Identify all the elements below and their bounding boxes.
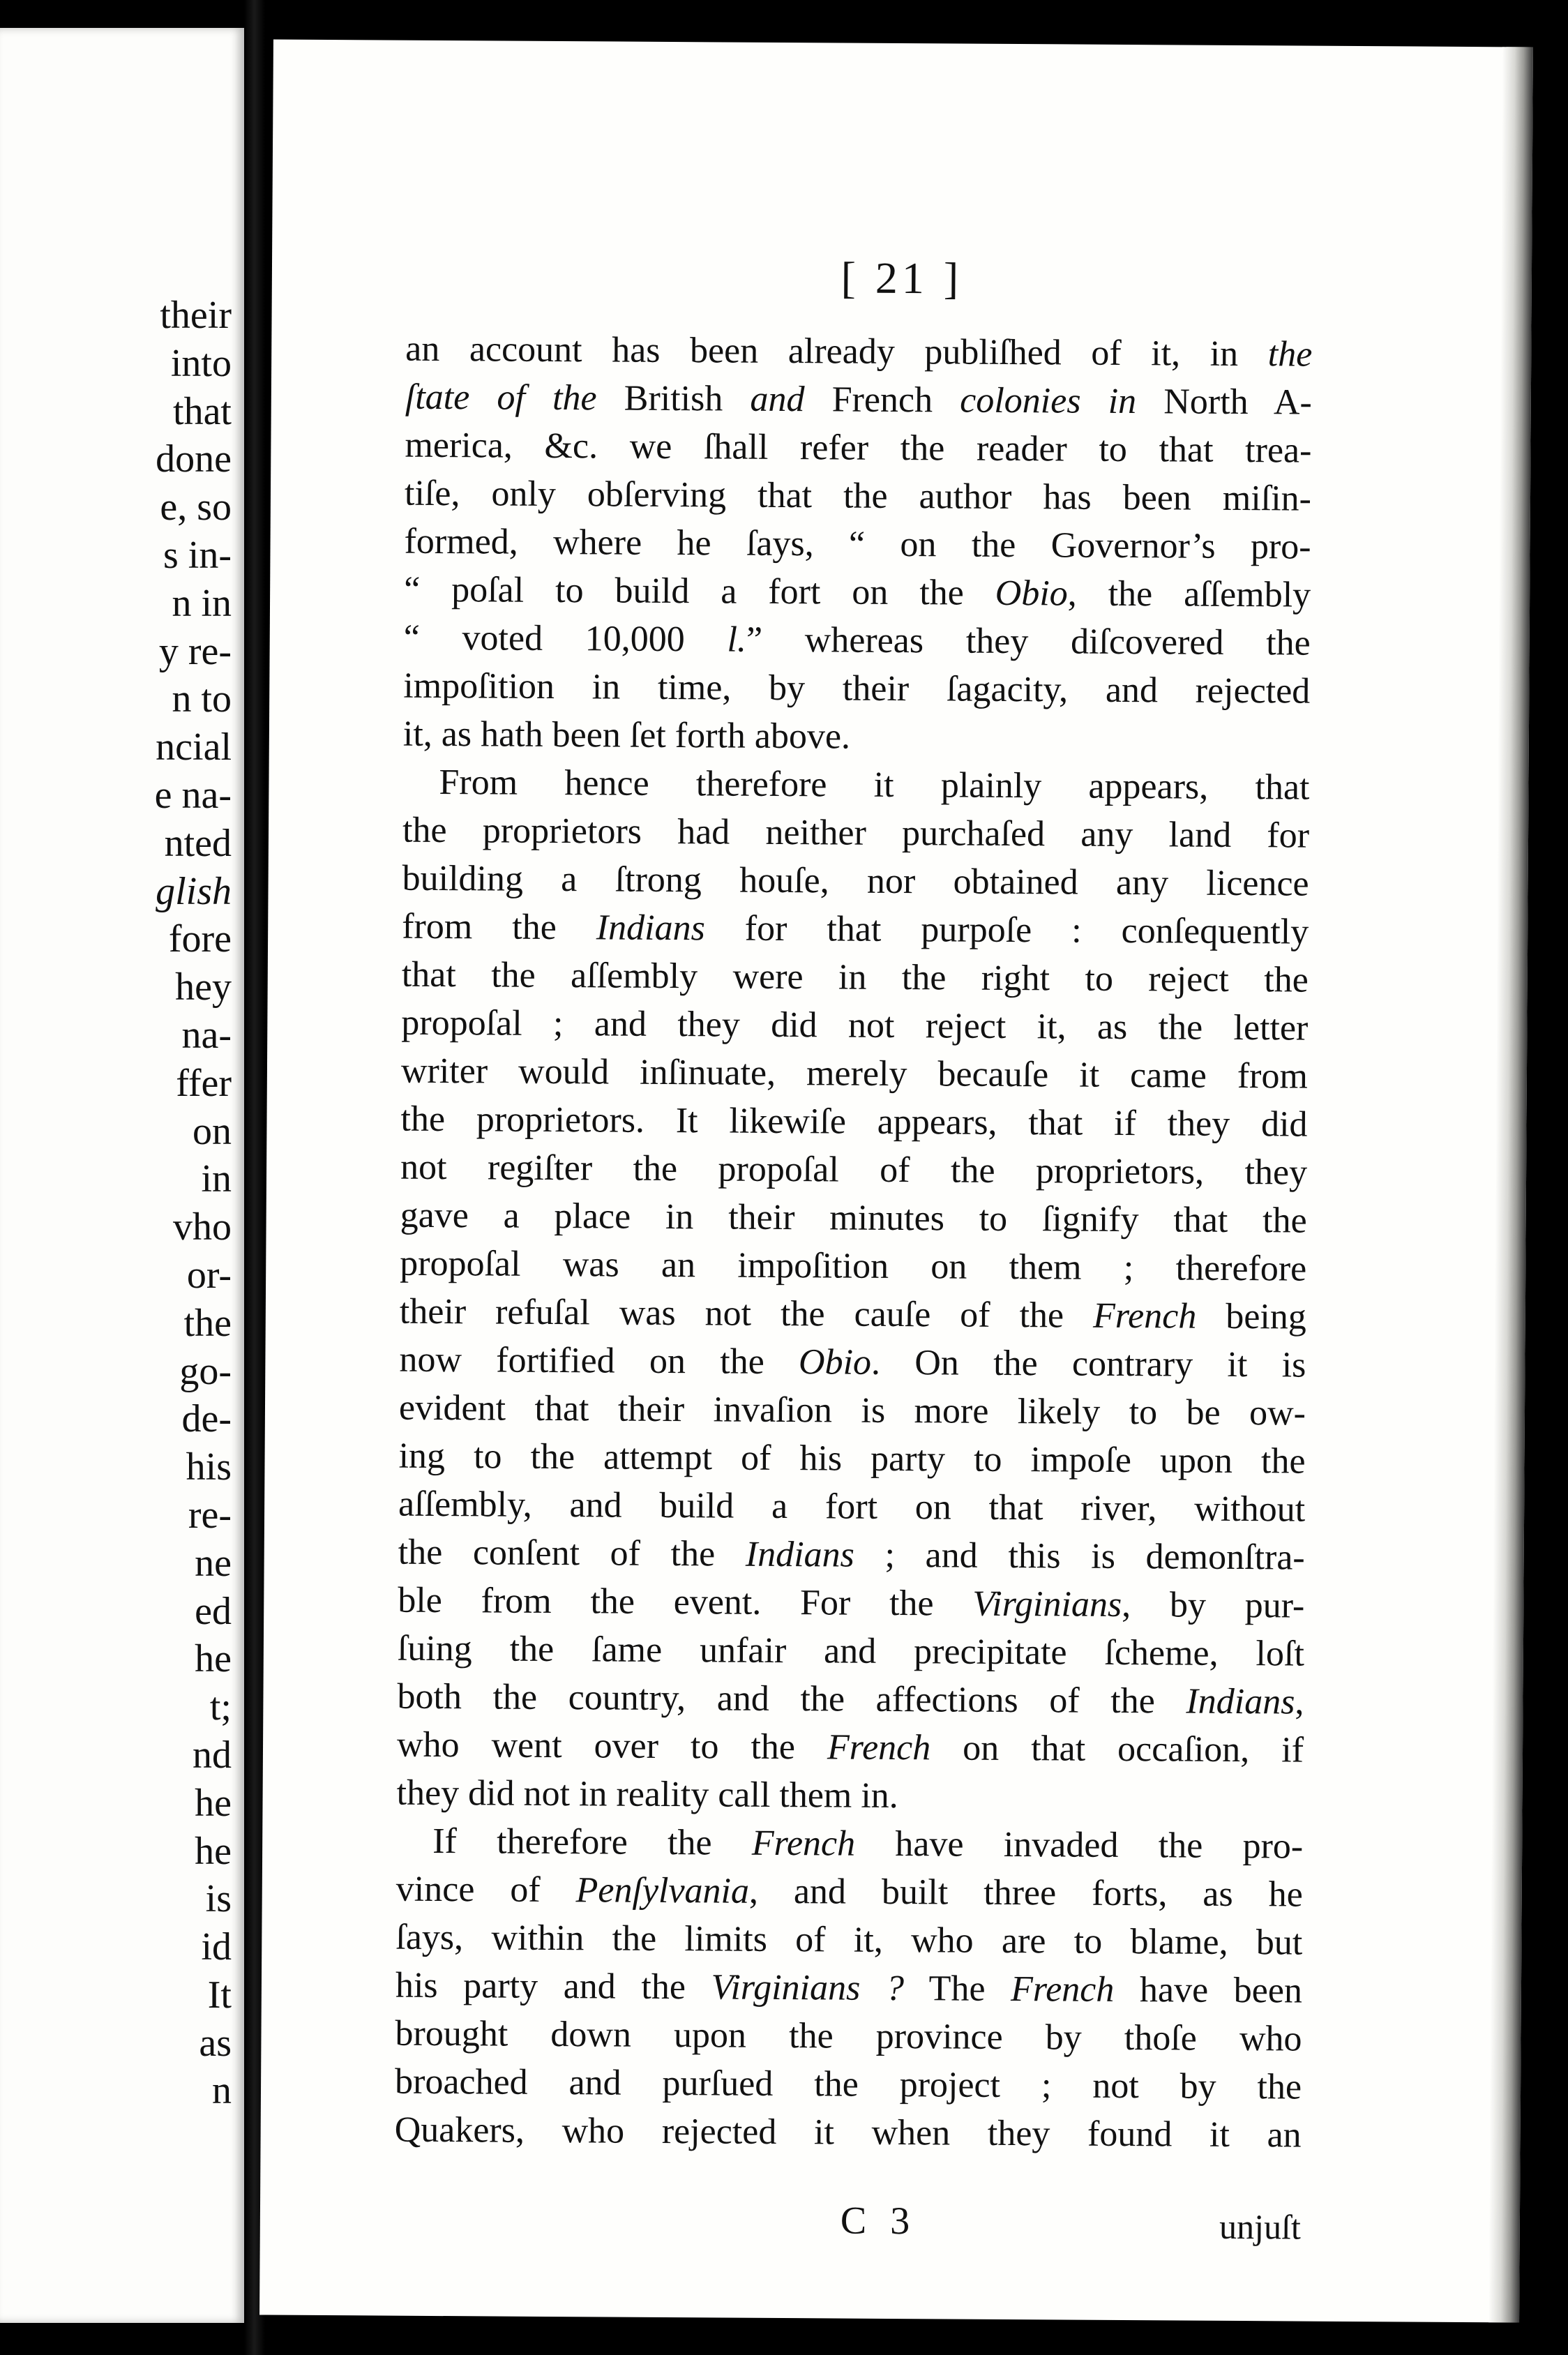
facing-line-fragment: It: [207, 1973, 232, 2017]
facing-line-fragment: go-: [179, 1349, 232, 1393]
italic-text: French: [1010, 1969, 1115, 2010]
italic-text: ſtate of the: [405, 377, 597, 419]
text-segment: now fortified on the: [399, 1339, 799, 1383]
text-line: [403, 710, 1310, 764]
page-edge-shadow: [1488, 47, 1533, 2322]
text-segment: have invaded the pro-: [854, 1823, 1304, 1867]
text-segment: If therefore the: [432, 1821, 753, 1863]
facing-line-fragment: done: [156, 437, 232, 481]
facing-line-fragment: or-: [186, 1253, 232, 1297]
text-segment: French: [804, 379, 960, 421]
text-line: [396, 1769, 1303, 1823]
text-line: [395, 1913, 1302, 1967]
text-line: [398, 1480, 1305, 1534]
facing-line-fragment: y re-: [158, 629, 232, 673]
body-text: [394, 325, 1312, 2160]
text-line: [398, 1432, 1305, 1486]
text-segment: ſays, within the limits of it, who are to blame, but: [395, 1917, 1303, 1963]
facing-line-fragment: na-: [181, 1013, 232, 1057]
facing-line-fragment: n to: [172, 677, 232, 721]
text-segment: the proprietors. It likewiſe appears, that if they did: [400, 1099, 1308, 1145]
text-segment: merica, &c. we ſhall refer the reader to that trea-: [405, 425, 1312, 471]
text-segment: vince of: [395, 1869, 576, 1911]
text-line: [396, 1817, 1303, 1871]
italic-text: French: [1092, 1295, 1197, 1337]
italic-text: French: [827, 1727, 931, 1768]
facing-line-fragment: ne: [195, 1541, 232, 1585]
text-segment: , the aſſembly: [1067, 573, 1311, 615]
text-segment: building a ſtrong houſe, nor obtained any licence: [402, 858, 1309, 904]
text-segment: from the: [402, 906, 596, 948]
text-segment: “ voted 10,000: [403, 617, 728, 660]
text-segment: ” whereas they diſcovered the: [746, 619, 1311, 663]
text-segment: ble from the event. For the: [398, 1580, 973, 1624]
facing-page-line-fragments: [8, 292, 232, 2115]
text-segment: their refuſal was not the cauſe of the: [399, 1291, 1094, 1336]
text-line: [404, 614, 1311, 668]
text-segment: on that occaſion, if: [930, 1728, 1304, 1770]
text-segment: ; and this is demonſtra-: [854, 1535, 1305, 1578]
text-segment: it, as hath been ſet forth above.: [402, 714, 851, 757]
text-line: [394, 2106, 1301, 2160]
facing-line-fragment: on: [193, 1109, 232, 1153]
facing-line-fragment: s in-: [163, 533, 232, 577]
italic-text: Indians: [1186, 1681, 1295, 1722]
text-segment: who went over to the: [396, 1724, 828, 1768]
facing-line-fragment: as: [199, 2021, 232, 2065]
text-line: [404, 518, 1311, 571]
facing-line-fragment: is: [205, 1877, 232, 1921]
text-line: [403, 662, 1310, 716]
facing-line-fragment: n: [212, 2069, 232, 2113]
facing-line-fragment: t;: [209, 1685, 232, 1729]
text-segment: propoſal was an impoſition on them ; therefore: [400, 1243, 1307, 1289]
text-segment: propoſal ; and they did not reject it, as the letter: [401, 1002, 1309, 1048]
text-line: [397, 1721, 1304, 1775]
text-segment: brought down upon the province by thoſe who: [395, 2013, 1302, 2059]
text-line: [402, 855, 1309, 908]
text-line: [398, 1577, 1304, 1630]
page-number-head: [ 21 ]: [840, 253, 963, 303]
italic-text: Indians: [596, 908, 705, 949]
facing-line-fragment: ffer: [176, 1061, 232, 1105]
text-line: [404, 566, 1311, 619]
text-line: [402, 758, 1309, 812]
page-footer: [394, 2196, 1301, 2257]
text-segment: ſuing the ſame unfair and precipitate ſcheme, loſt: [397, 1628, 1305, 1674]
text-line: [402, 806, 1309, 860]
text-line: [401, 999, 1308, 1053]
text-line: [405, 325, 1312, 379]
text-line: [400, 1143, 1307, 1197]
facing-line-fragment: hey: [175, 965, 232, 1009]
text-segment: have been: [1114, 1969, 1303, 2011]
italic-text: Obio: [798, 1342, 872, 1383]
facing-line-fragment: nted: [164, 821, 232, 865]
text-line: [402, 951, 1309, 1005]
text-segment: for that purpoſe : conſequently: [704, 908, 1309, 952]
text-line: [399, 1336, 1306, 1390]
text-segment: they did not in reality call them in.: [396, 1773, 898, 1816]
italic-text: Virginians: [972, 1583, 1122, 1625]
italic-text: Virginians ?: [711, 1967, 905, 2009]
text-segment: his party and the: [395, 1965, 711, 2008]
facing-line-fragment: n in: [172, 581, 232, 625]
text-segment: British: [596, 378, 751, 419]
facing-line-fragment: his: [186, 1445, 232, 1489]
italic-text: and: [750, 379, 805, 420]
text-line: [395, 2058, 1302, 2112]
text-segment: North A-: [1136, 382, 1313, 423]
facing-line-fragment: he: [195, 1637, 232, 1681]
text-segment: Quakers, who rejected it when they found it an: [394, 2109, 1302, 2155]
text-line: [405, 373, 1312, 427]
text-segment: formed, where he ſays, “ on the Governor’s pro-: [404, 521, 1311, 567]
text-segment: that the aſſembly were in the right to reject the: [401, 954, 1309, 1000]
text-segment: ,: [1295, 1682, 1304, 1722]
italic-text: French: [751, 1823, 856, 1864]
facing-line-fragment: id: [201, 1925, 232, 1969]
facing-line-fragment: in: [201, 1157, 232, 1201]
text-segment: both the country, and the affections of the: [397, 1676, 1186, 1722]
facing-line-fragment: that: [173, 389, 232, 433]
facing-line-fragment: the: [183, 1301, 232, 1345]
text-segment: impoſition in time, by their ſagacity, and rejected: [403, 665, 1311, 712]
text-segment: an account has been already publiſhed of it, in: [405, 329, 1268, 375]
text-line: [400, 1095, 1307, 1149]
facing-line-fragment: vho: [173, 1205, 232, 1249]
text-segment: , and built three forts, as he: [748, 1871, 1303, 1915]
text-line: [398, 1528, 1305, 1582]
text-line: [400, 1240, 1306, 1293]
text-segment: . On the contrary it is: [870, 1342, 1306, 1385]
facing-line-fragment: into: [170, 341, 232, 385]
text-segment: not regiſter the propoſal of the proprietors, they: [400, 1147, 1308, 1193]
signature-mark: C 3: [840, 2199, 917, 2243]
text-line: [401, 1047, 1308, 1101]
italic-text: the: [1267, 334, 1313, 375]
italic-text: l.: [727, 619, 747, 660]
text-line: [405, 469, 1311, 523]
text-segment: aſſembly, and build a fort on that river, without: [398, 1484, 1306, 1530]
italic-text: Indians: [745, 1534, 855, 1575]
text-segment: ing to the attempt of his party to impoſe upon the: [398, 1436, 1306, 1482]
text-segment: From hence therefore it plainly appears, that: [439, 762, 1310, 808]
text-line: [400, 1191, 1306, 1245]
facing-line-fragment: their: [160, 294, 232, 337]
italic-text: Obio: [995, 573, 1068, 614]
book-page: [259, 40, 1533, 2323]
facing-line-fragment: de-: [181, 1397, 232, 1441]
text-line: [400, 1288, 1306, 1341]
text-segment: tiſe, only obſerving that the author has been miſin-: [404, 473, 1312, 519]
text-segment: writer would inſinuate, merely becauſe it came from: [400, 1051, 1309, 1097]
text-line: [396, 1865, 1303, 1919]
text-segment: broached and purſued the project ; not by the: [394, 2061, 1302, 2107]
text-segment: being: [1196, 1296, 1306, 1337]
facing-line-fragment: re-: [188, 1493, 232, 1537]
facing-line-fragment: he: [195, 1829, 232, 1873]
text-segment: the conſent of the: [398, 1532, 746, 1574]
text-segment: evident that their invaſion is more likely to be ow-: [398, 1387, 1306, 1434]
text-line: [395, 1962, 1302, 2015]
italic-text: Penſylvania: [575, 1870, 750, 1911]
facing-line-fragment: e na-: [154, 773, 232, 817]
facing-line-fragment: nd: [193, 1733, 232, 1777]
facing-line-fragment: fore: [168, 917, 232, 961]
facing-line-fragment: ed: [195, 1589, 232, 1633]
text-segment: “ poſal to build a fort on the: [403, 569, 995, 613]
text-segment: , by pur-: [1121, 1584, 1305, 1626]
text-segment: gave a place in their minutes to ſignify that the: [400, 1195, 1307, 1241]
text-line: [395, 2010, 1302, 2063]
text-segment: The: [903, 1969, 1011, 2010]
text-line: [397, 1673, 1304, 1726]
facing-page-left: [0, 28, 244, 2323]
text-line: [402, 903, 1309, 956]
facing-line-fragment: he: [195, 1781, 232, 1825]
facing-line-fragment: e, so: [160, 486, 232, 529]
text-line: [405, 421, 1311, 475]
text-line: [399, 1384, 1306, 1438]
italic-text: colonies in: [960, 380, 1137, 422]
catchword: unjuſt: [1219, 2206, 1302, 2247]
facing-line-fragment: glish: [156, 869, 232, 913]
text-segment: the proprietors had neither purchaſed any land for: [402, 810, 1310, 856]
facing-line-fragment: ncial: [156, 725, 232, 769]
text-line: [398, 1625, 1304, 1678]
